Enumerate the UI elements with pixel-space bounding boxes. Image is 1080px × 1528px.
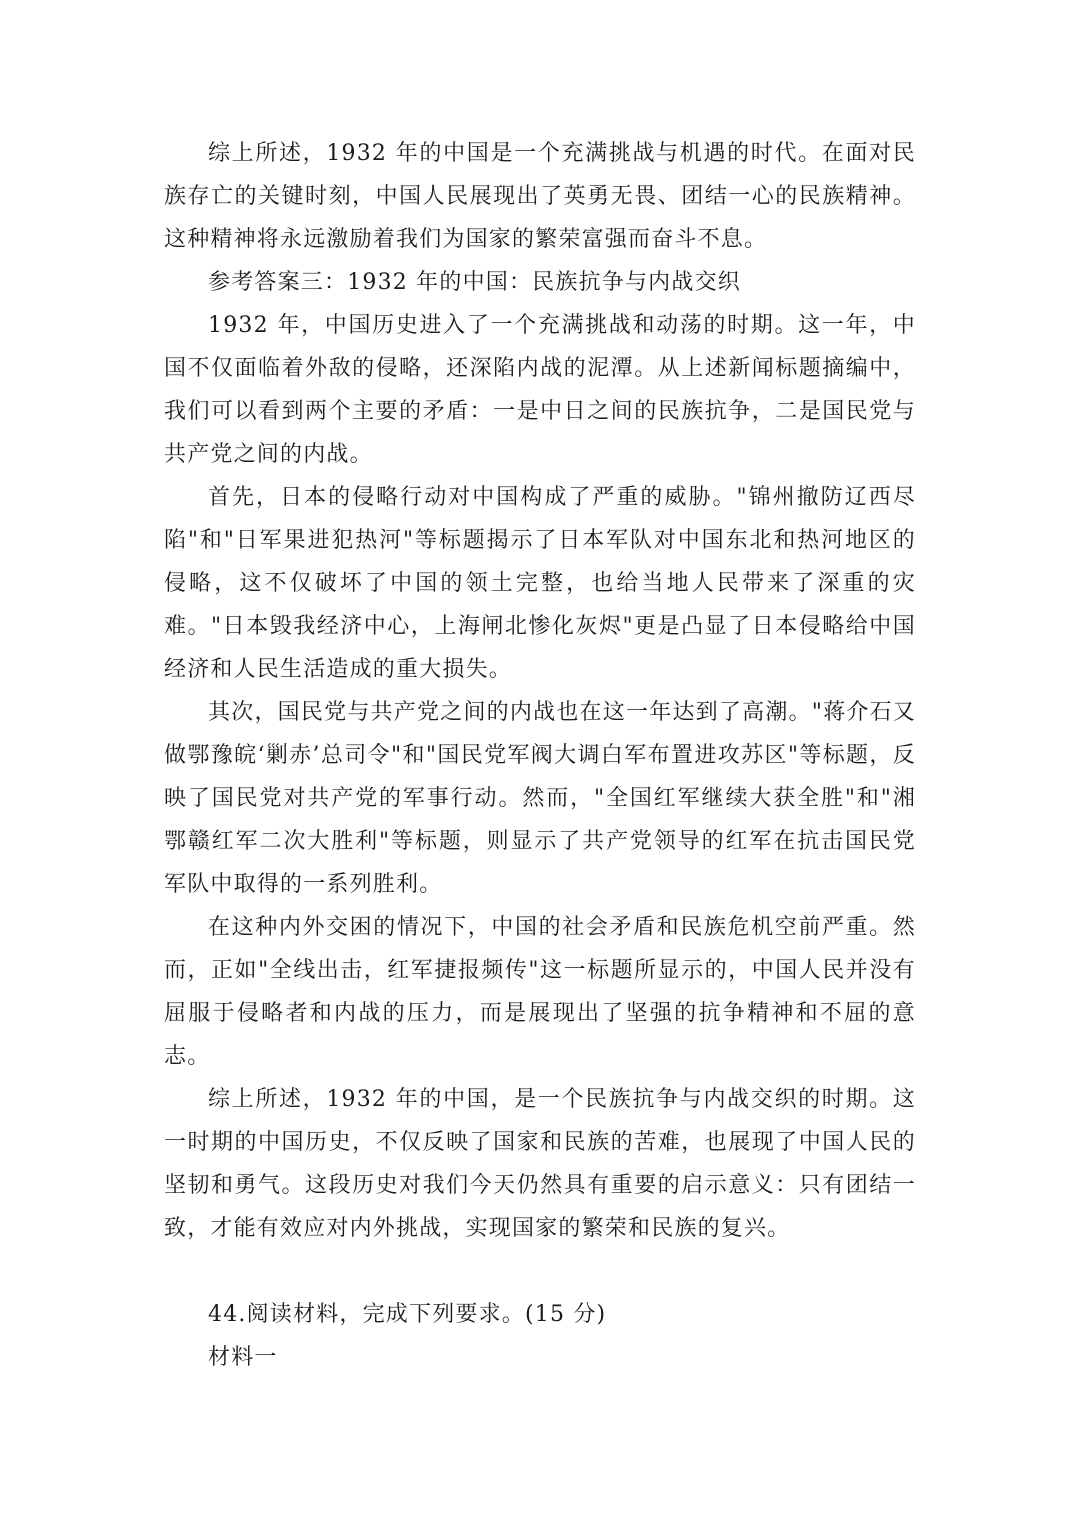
- answer-three-heading: 参考答案三：1932 年的中国：民族抗争与内战交织: [208, 270, 741, 295]
- material-one-label: 材料一: [208, 1345, 278, 1370]
- paragraph-summary-2: 综上所述，1932 年的中国是一个充满挑战与机遇的时代。在面对民族存亡的关键时刻，中国人民展现出了英勇无畏、团结一心的民族精神。这种精神将永远激励着我们为国家的繁荣富强而奋斗不息。: [164, 141, 916, 252]
- section-gap: [164, 1250, 916, 1293]
- paragraph-intro: 1932 年，中国历史进入了一个充满挑战和动荡的时期。这一年，中国不仅面临着外敌的侵略，还深陷内战的泥潭。从上述新闻标题摘编中，我们可以看到两个主要的矛盾：一是中日之间的民族抗争，二是国民党与共产党之间的内战。: [164, 313, 916, 467]
- document-body: [164, 132, 916, 1379]
- paragraph-crisis: 在这种内外交困的情况下，中国的社会矛盾和民族危机空前严重。然而，正如"全线出击，红军捷报频传"这一标题所显示的，中国人民并没有屈服于侵略者和内战的压力，而是展现出了坚强的抗争精神和不屈的意志。: [164, 915, 916, 1069]
- paragraph-conclusion: 综上所述，1932 年的中国，是一个民族抗争与内战交织的时期。这一时期的中国历史，不仅反映了国家和民族的苦难，也展现了中国人民的坚韧和勇气。这段历史对我们今天仍然具有重要的启示意义：只有团结一致，才能有效应对内外挑战，实现国家的繁荣和民族的复兴。: [164, 1087, 916, 1241]
- paragraph-japan-aggression: 首先，日本的侵略行动对中国构成了严重的威胁。"锦州撤防辽西尽陷"和"日军果进犯热河"等标题揭示了日本军队对中国东北和热河地区的侵略，这不仅破坏了中国的领土完整，也给当地人民带来了深重的灾难。"日本毁我经济中心，上海闸北惨化灰烬"更是凸显了日本侵略给中国经济和人民生活造成的重大损失。: [164, 485, 916, 682]
- question-44: 44.阅读材料，完成下列要求。(15 分): [208, 1302, 607, 1327]
- paragraph-civil-war: 其次，国民党与共产党之间的内战也在这一年达到了高潮。"蒋介石又做鄂豫皖‘剿赤’总司令"和"国民党军阀大调白军布置进攻苏区"等标题，反映了国民党对共产党的军事行动。然而，"全国红军继续大获全胜"和"湘鄂赣红军二次大胜利"等标题，则显示了共产党领导的红军在抗击国民党军队中取得的一系列胜利。: [164, 700, 916, 897]
